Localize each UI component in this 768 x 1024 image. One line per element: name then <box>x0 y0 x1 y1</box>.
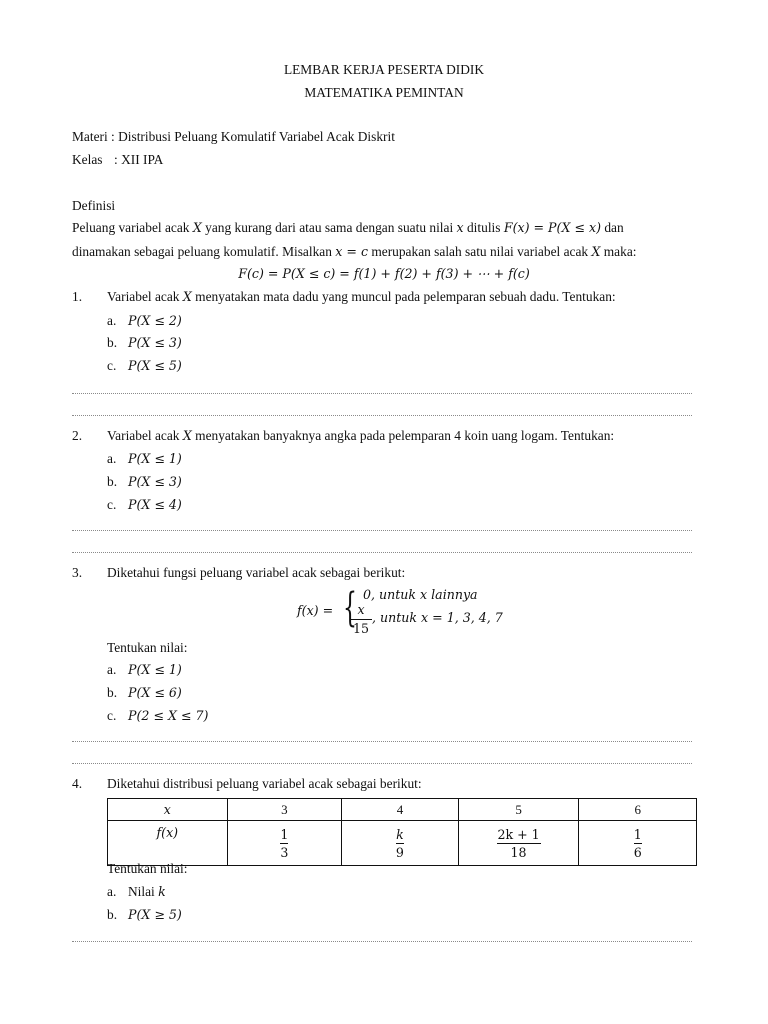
answer-line[interactable] <box>72 741 692 742</box>
item-label: a. <box>107 451 117 466</box>
item-label: c. <box>107 497 117 512</box>
item-expression: P(X ≤ 1) <box>128 451 182 466</box>
item-expression: P(X ≤ 6) <box>128 685 182 700</box>
math-var: x <box>163 801 171 817</box>
answer-line[interactable] <box>72 941 692 942</box>
fraction-denominator: 15 <box>352 621 370 636</box>
item-label: b. <box>107 907 118 922</box>
question-number: 1. <box>72 289 83 304</box>
prompt-text: Tentukan nilai: <box>107 640 188 655</box>
math-var: x <box>456 220 464 235</box>
question-text: menyatakan mata dadu yang muncul pada pelemparan sebuah dadu. Tentukan: <box>191 289 616 304</box>
fraction-numerator: 2k + 1 <box>497 826 540 842</box>
question-text: menyatakan banyaknya angka pada pelemparan 4 koin uang logam. Tentukan: <box>191 428 615 443</box>
answer-line[interactable] <box>72 552 692 553</box>
answer-line[interactable] <box>72 530 692 531</box>
item-label: b. <box>107 685 118 700</box>
fraction-bar <box>497 843 541 844</box>
answer-line[interactable] <box>72 393 692 394</box>
question-number: 3. <box>72 565 83 580</box>
item-expression: P(X ≤ 3) <box>128 335 182 350</box>
fraction-numerator: k <box>396 826 404 842</box>
definition-text: Peluang variabel acak <box>72 220 193 235</box>
materi-line: Materi : Distribusi Peluang Komulatif Variabel Acak Diskrit <box>72 129 395 144</box>
piecewise-case-2: , untuk x = 1, 3, 4, 7 <box>372 610 503 625</box>
answer-line[interactable] <box>72 763 692 764</box>
piecewise-brace: { <box>343 585 357 631</box>
item-label: b. <box>107 474 118 489</box>
definition-line-1 <box>72 220 624 236</box>
fraction-numerator: 1 <box>633 826 642 842</box>
math-var: f(x) <box>156 825 179 840</box>
table-cell <box>227 821 342 866</box>
fraction-denominator: 9 <box>395 844 404 860</box>
table-cell <box>579 821 697 866</box>
item-a-text <box>128 884 166 900</box>
item-text: Nilai <box>128 884 159 899</box>
question-number: 4. <box>72 776 83 791</box>
cumulative-formula: F(c) = P(X ≤ c) = f(1) + f(2) + f(3) + ⋯ + f(c) <box>238 266 530 281</box>
math-var: X <box>182 289 192 304</box>
definition-text: merupakan salah satu nilai variabel acak <box>368 244 592 259</box>
math-var: k <box>158 884 166 899</box>
question-2-text <box>107 428 614 444</box>
math-var: X <box>192 220 202 235</box>
fraction-denominator: 6 <box>633 844 642 860</box>
item-label: a. <box>107 662 117 677</box>
definition-heading: Definisi <box>72 198 116 213</box>
kelas-label: Kelas <box>72 152 103 167</box>
fraction-denominator: 18 <box>510 844 527 860</box>
table-header-cell <box>108 821 228 866</box>
item-label: c. <box>107 358 117 373</box>
definition-text: dan <box>600 220 624 235</box>
fraction <box>497 827 541 860</box>
definition-line-2 <box>72 244 637 260</box>
fraction-denominator: 3 <box>280 844 289 860</box>
item-expression: P(X ≤ 5) <box>128 358 182 373</box>
definition-text: dinamakan sebagai peluang komulatif. Misalkan <box>72 244 336 259</box>
question-text: Variabel acak <box>107 428 183 443</box>
fraction <box>634 827 642 860</box>
math-var: X <box>591 244 601 259</box>
fraction <box>396 827 404 860</box>
question-3-text: Diketahui fungsi peluang variabel acak sebagai berikut: <box>107 565 406 580</box>
item-label: b. <box>107 335 118 350</box>
answer-line[interactable] <box>72 415 692 416</box>
fraction-bar <box>396 843 404 844</box>
table-row <box>108 799 697 821</box>
fraction-bar <box>350 619 372 620</box>
kelas-value: : XII IPA <box>114 152 164 167</box>
worksheet-subtitle: MATEMATIKA PEMINTAN <box>304 85 464 100</box>
item-label: a. <box>107 884 117 899</box>
definition-text: ditulis <box>463 220 504 235</box>
fraction-numerator: 1 <box>280 826 289 842</box>
item-expression: P(X ≤ 1) <box>128 662 182 677</box>
table-cell: 6 <box>579 799 697 821</box>
fraction-numerator: x <box>357 602 365 617</box>
math-formula: x = c <box>335 244 368 259</box>
piecewise-case-1: 0, untuk x lainnya <box>363 587 478 602</box>
table-header-cell <box>108 799 228 821</box>
fraction-bar <box>280 843 288 844</box>
question-number: 2. <box>72 428 83 443</box>
definition-text: yang kurang dari atau sama dengan suatu nilai <box>201 220 457 235</box>
prompt-text: Tentukan nilai: <box>107 861 188 876</box>
item-label: c. <box>107 708 117 723</box>
question-4-text: Diketahui distribusi peluang variabel acak sebagai berikut: <box>107 776 422 791</box>
item-expression: P(X ≤ 4) <box>128 497 182 512</box>
definition-text: maka: <box>600 244 637 259</box>
worksheet-title: LEMBAR KERJA PESERTA DIDIK <box>283 62 485 77</box>
item-label: a. <box>107 313 117 328</box>
item-expression: P(2 ≤ X ≤ 7) <box>128 708 209 723</box>
table-cell <box>342 821 459 866</box>
item-expression: P(X ≤ 2) <box>128 313 182 328</box>
piecewise-case-2-fraction <box>350 602 372 637</box>
table-cell: 5 <box>458 799 579 821</box>
table-row <box>108 821 697 866</box>
item-expression: P(X ≤ 3) <box>128 474 182 489</box>
fraction-bar <box>634 843 642 844</box>
table-cell: 3 <box>227 799 342 821</box>
item-expression: P(X ≥ 5) <box>128 907 182 922</box>
table-cell <box>458 821 579 866</box>
math-formula: F(x) = P(X ≤ x) <box>503 220 601 235</box>
fraction <box>280 827 288 860</box>
piecewise-fx: f(x) = <box>297 603 334 618</box>
math-var: X <box>182 428 192 443</box>
question-text: Variabel acak <box>107 289 183 304</box>
distribution-table <box>107 798 697 866</box>
question-1-text <box>107 289 616 305</box>
table-cell: 4 <box>342 799 459 821</box>
